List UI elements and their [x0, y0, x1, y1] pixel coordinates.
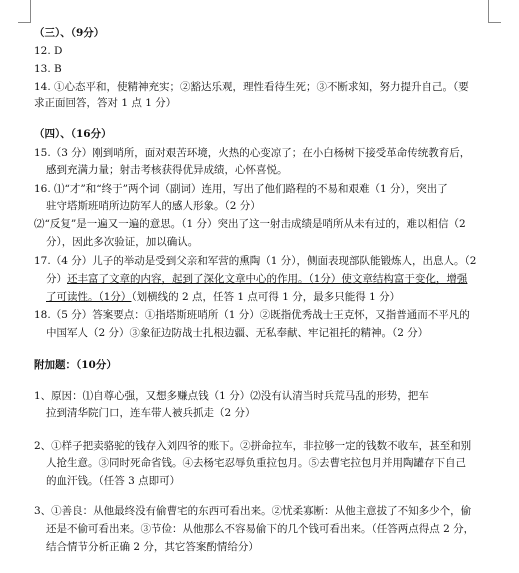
bonus-3-line-3: 结合情节分析正确 2 分，其它答案酌情给分） [46, 541, 259, 553]
bonus-1-line-2: 拉到清华院门口，连车带人被兵抓走（2 分） [46, 407, 256, 419]
answer-13: 13. B [34, 63, 62, 75]
section-4-title: （四）、（16分） [34, 128, 112, 140]
bonus-2-line-1: 2、①样子把卖骆驼的钱存入刘四爷的账下。②拼命拉车，非拉够一定的钱数不收车，甚至和别 [34, 440, 472, 452]
bonus-title: 附加题：（10分） [34, 359, 117, 371]
answer-16-line-4: 分），因此多次验证，加以确认。 [46, 236, 199, 248]
answer-16-line-3: ⑵“反复”是一遍又一遍的意思。（1 分）突出了这一射击成绩是哨所从未有过的，难以相信（2 [34, 218, 466, 230]
bonus-1-line-1: 1、原因：⑴自尊心强，又想多赚点钱（1 分）⑵没有认清当时兵荒马乱的形势，把车 [34, 390, 429, 402]
bonus-2-line-2: 人抢生意。③同时死命省钱。④去杨宅忍辱负重拉包月。⑤去曹宅拉包月并用陶罐存下自己 [46, 457, 466, 469]
answer-14-line-1: 14. ①心态平和，使精神充实；②豁达乐观，理性看待生死；③不断求知，努力提升自己。（要 [34, 81, 469, 93]
answer-17-underlined-1: 还丰富了文章的内容，起到了深化文章中心的作用。（1分）使文章结构富于变化，增强 [67, 273, 468, 285]
answer-17-note: （划横线的 2 点，任答 1 点可得 1 分，最多只能得 1 分） [131, 291, 401, 303]
bonus-3-line-1: 3、①善良：从他最终没有偷曹宅的东西可看出来。②忧柔寡断：从他主意拔了不知多少个，偷 [34, 505, 472, 517]
answer-17-line-2 [46, 273, 504, 286]
answer-16-line-2: 驻守塔斯班哨所边防军人的感人形象。（2 分） [46, 200, 261, 212]
answer-18-line-1: 18.（5 分）答案要点：①指塔斯班哨所（1 分）②既指优秀战士王克怀，又指普通而不平凡的 [34, 309, 470, 321]
bonus-2-line-3: 的血汗钱。（任答 3 点即可） [46, 475, 181, 487]
answer-15-line-2: 感到充满力量；射击考核获得优异成绩，心怀喜悦。 [46, 164, 288, 176]
answer-16-line-1: 16. ⑴“才”和“终于”两个词（副词）连用，写出了他们路程的不易和艰难（1 分），突出了 [34, 183, 448, 195]
answer-18-line-2: 中国军人（2 分）③象征边防战士扎根边疆、无私奉献、牢记祖托的精神。（2 分） [46, 327, 429, 339]
answer-12: 12. D [34, 45, 63, 57]
answer-14-line-2: 求正面回答，答对 1 点 1 分） [34, 97, 177, 109]
bonus-3-line-2: 还是不偷可看出来。③节俭：从他那么不容易偷下的几个钱可看出来。（任答两点得点 2 分， [46, 523, 475, 535]
answer-17-prefix: 分） [46, 273, 67, 285]
answer-17-line-1: 17.（4 分）儿子的举动是受到父亲和军营的熏陶（1 分），侧面表现部队能锻炼人，出息人。（2 [34, 255, 477, 267]
answer-15-line-1: 15.（3 分）刚到哨所，面对艰苦环境，火热的心变凉了；在小白杨树下接受革命传统教育后， [34, 147, 471, 159]
section-3-title: （三）、（9分） [34, 27, 105, 39]
answer-17-underlined-2: 了可读性。（1分） [46, 291, 132, 303]
answer-17-line-3 [46, 291, 504, 304]
